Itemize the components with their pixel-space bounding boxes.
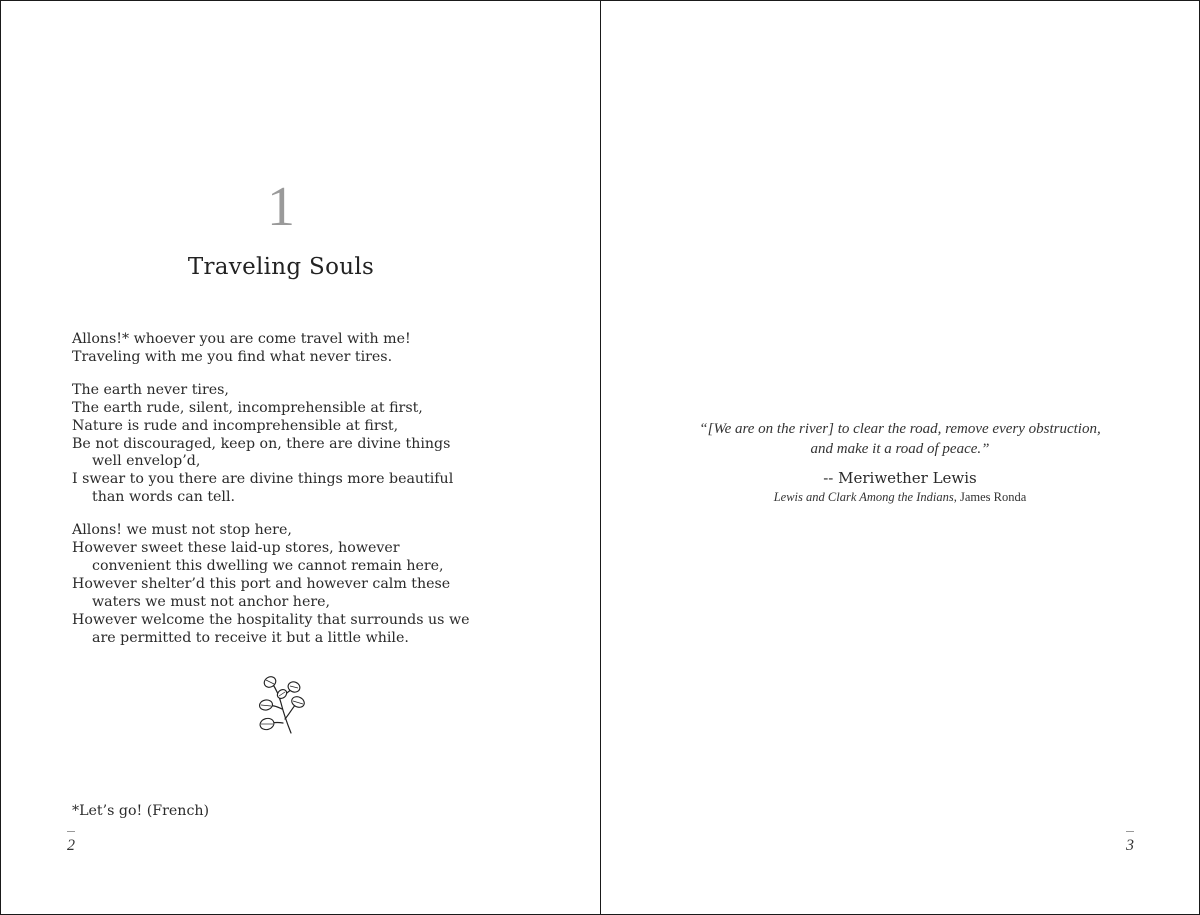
poem-line: well envelop’d, bbox=[92, 453, 201, 470]
poem-line: The earth never tires, bbox=[72, 381, 229, 398]
epigraph-quote-line: “[We are on the river] to clear the road, remove every obstruction, bbox=[699, 421, 1101, 437]
poem-line: are permitted to receive it but a little while. bbox=[92, 629, 409, 646]
poem-body bbox=[72, 331, 512, 663]
poem-line: However welcome the hospitality that surrounds us we bbox=[72, 611, 470, 628]
poem-line: However sweet these laid-up stores, however bbox=[72, 540, 400, 557]
page-number-right: 3 bbox=[1126, 837, 1134, 854]
epigraph bbox=[601, 419, 1199, 505]
poem-line: Be not discouraged, keep on, there are divine things bbox=[72, 435, 451, 452]
page-number-rule bbox=[1126, 831, 1134, 832]
poem-line: waters we must not anchor here, bbox=[92, 593, 331, 610]
poem-line: The earth rude, silent, incomprehensible at first, bbox=[72, 399, 423, 416]
right-page bbox=[601, 1, 1199, 914]
poem-stanza bbox=[72, 382, 512, 507]
epigraph-quote bbox=[601, 419, 1199, 459]
poem-line: Allons! we must not stop here, bbox=[72, 522, 292, 539]
poem-stanza bbox=[72, 331, 512, 367]
poem-line: convenient this dwelling we cannot remain here, bbox=[92, 557, 444, 574]
chapter-title: Traveling Souls bbox=[187, 254, 375, 280]
epigraph-quote-line: and make it a road of peace.” bbox=[810, 441, 990, 457]
leaf-sprig-icon bbox=[257, 673, 307, 735]
epigraph-attribution: -- Meriwether Lewis bbox=[823, 469, 977, 487]
source-author: , James Ronda bbox=[953, 490, 1027, 504]
poem-line: Allons!* whoever you are come travel with me! bbox=[72, 331, 411, 347]
poem-line: than words can tell. bbox=[92, 489, 236, 506]
chapter-number: 1 bbox=[267, 176, 295, 238]
poem-line: Traveling with me you find what never tires. bbox=[72, 348, 393, 365]
poem-line: I swear to you there are divine things more beautiful bbox=[72, 471, 454, 488]
epigraph-source bbox=[601, 490, 1199, 505]
left-page bbox=[1, 1, 600, 914]
page-number-left: 2 bbox=[67, 837, 75, 854]
poem-line: However shelter’d this port and however calm these bbox=[72, 575, 451, 592]
poem-line: Nature is rude and incomprehensible at first, bbox=[72, 417, 399, 434]
footnote: *Let’s go! (French) bbox=[72, 803, 210, 819]
page-number-rule bbox=[67, 831, 75, 832]
source-title: Lewis and Clark Among the Indians bbox=[773, 490, 954, 504]
poem-stanza bbox=[72, 522, 512, 647]
